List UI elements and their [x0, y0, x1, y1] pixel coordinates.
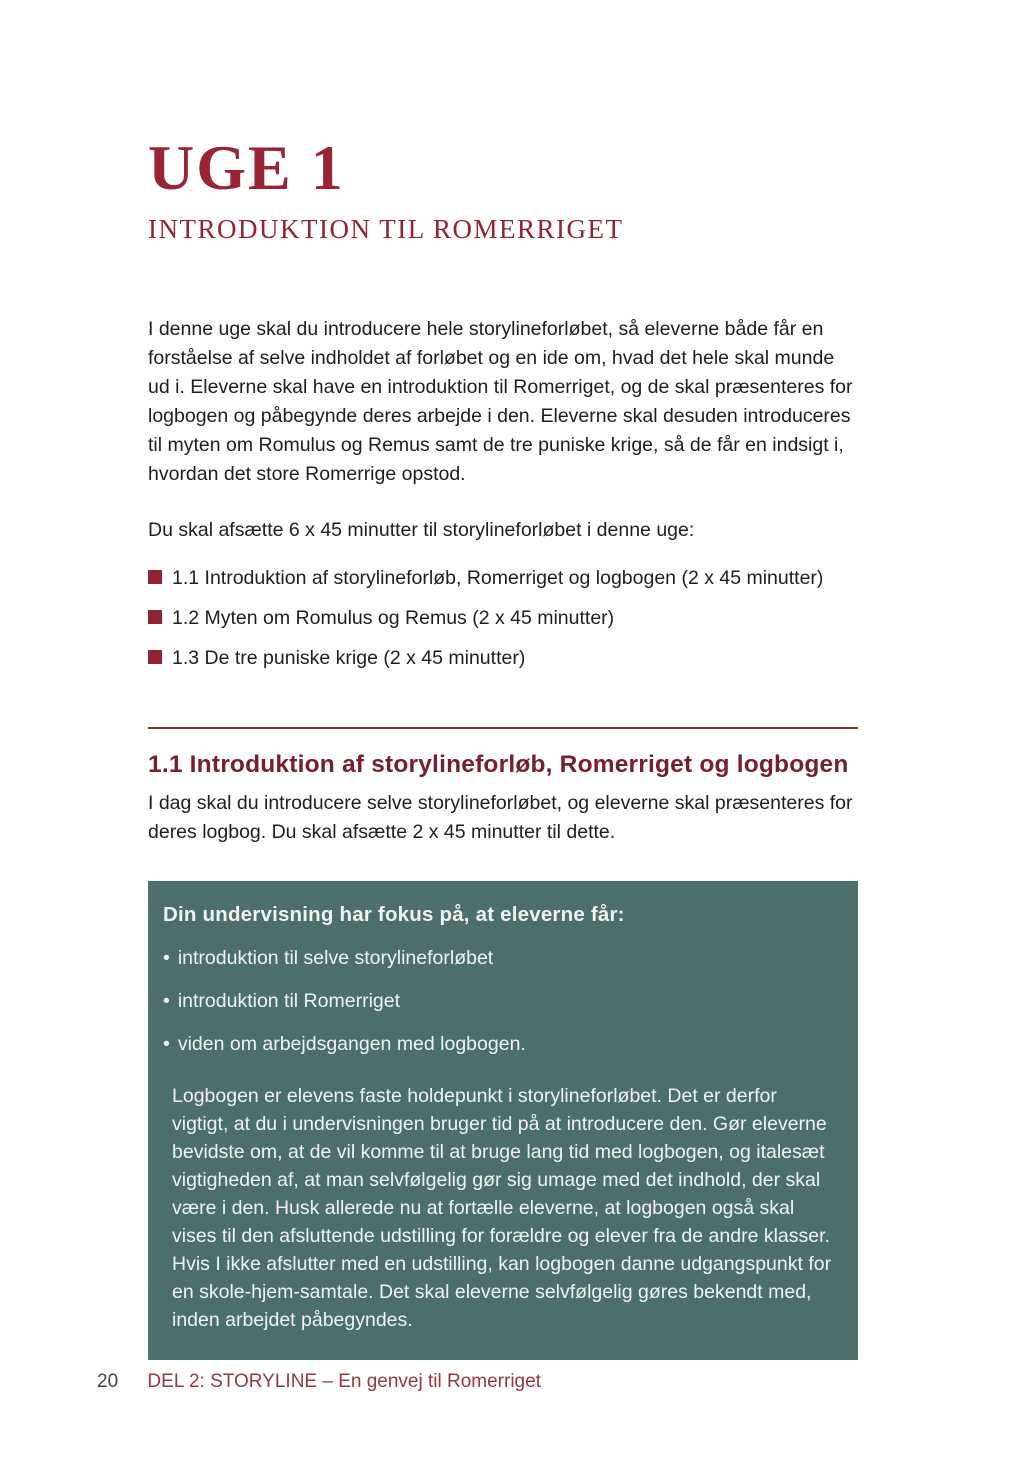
title-block — [148, 132, 858, 245]
focus-box — [148, 881, 858, 1360]
schedule-item — [148, 647, 858, 669]
focus-box-item-label: viden om arbejdsgangen med logbogen. — [177, 1033, 526, 1055]
bullet-square-icon — [148, 610, 162, 624]
bullet-square-icon — [148, 570, 162, 584]
section-divider — [148, 727, 858, 729]
focus-box-item — [163, 1032, 836, 1056]
page-number: 20 — [97, 1371, 119, 1392]
schedule-item — [148, 607, 858, 629]
page-title: UGE 1 — [148, 132, 345, 203]
schedule-item-label: 1.2 Myten om Romulus og Remus (2 x 45 minutter) — [172, 607, 615, 629]
focus-box-item-label: introduktion til selve storylineforløbet — [177, 947, 494, 969]
schedule-item-label: 1.1 Introduktion af storylineforløb, Romerriget og logbogen (2 x 45 minutter) — [172, 567, 824, 589]
schedule-intro: Du skal afsætte 6 x 45 minutter til storylineforløbet i denne uge: — [148, 519, 695, 541]
focus-box-item-label: introduktion til Romerriget — [177, 990, 401, 1012]
bullet-dot-icon: • — [163, 1033, 170, 1055]
intro-paragraph: I denne uge skal du introducere hele storylineforløbet, så eleverne både får en forståelse af selve indholdet af forløbet og en ide om, hvad det hele skal munde ud i. Eleverne skal have en introduktion til Romerriget, og de skal præsenteres for logbogen og påbegynde deres arbejde i den. Eleverne skal desuden introduceres til myten om Romulus og Remus samt de tre puniske krige, så de får en indsigt i, hvordan det store Romerrige opstod. — [148, 318, 853, 485]
schedule-item-label: 1.3 De tre puniske krige (2 x 45 minutter) — [172, 647, 526, 669]
footer-label: DEL 2: STORYLINE – En genvej til Romerriget — [147, 1371, 541, 1392]
bullet-dot-icon: • — [163, 990, 170, 1012]
page-footer — [97, 1371, 541, 1393]
focus-box-heading: Din undervisning har fokus på, at eleverne får: — [163, 903, 625, 926]
bullet-square-icon — [148, 650, 162, 664]
page-subtitle: INTRODUKTION TIL ROMERRIGET — [148, 214, 624, 244]
focus-box-paragraph: Logbogen er elevens faste holdepunkt i storylineforløbet. Det er derfor vigtigt, at du i undervisningen bruger tid på at introducere den. Gør eleverne bevidste om, at de vil komme til at bruge lang tid med logbogen, og italesæt vigtigheden af, at man selvfølgelig gør sig umage med det indhold, der skal være i den. Husk allerede nu at fortælle eleverne, at logbogen også skal vises til den afsluttende udstilling for forældre og elever fra de andre klasser. Hvis I ikke afslutter med en udstilling, kan logbogen danne udgangspunkt for en skole-hjem-samtale. Det skal eleverne selvfølgelig gøres bekendt med, inden arbejdet påbegyndes. — [172, 1085, 832, 1331]
focus-box-item — [163, 946, 836, 970]
section-paragraph: I dag skal du introducere selve storylineforløbet, og eleverne skal præsenteres for deres logbog. Du skal afsætte 2 x 45 minutter til dette. — [148, 792, 853, 843]
bullet-dot-icon: • — [163, 947, 170, 969]
schedule-list — [148, 567, 858, 669]
schedule-item — [148, 567, 858, 589]
focus-box-item — [163, 989, 836, 1013]
focus-box-list — [163, 946, 836, 1056]
content-column — [148, 0, 858, 1360]
section-heading: 1.1 Introduktion af storylineforløb, Romerriget og logbogen — [148, 751, 849, 778]
